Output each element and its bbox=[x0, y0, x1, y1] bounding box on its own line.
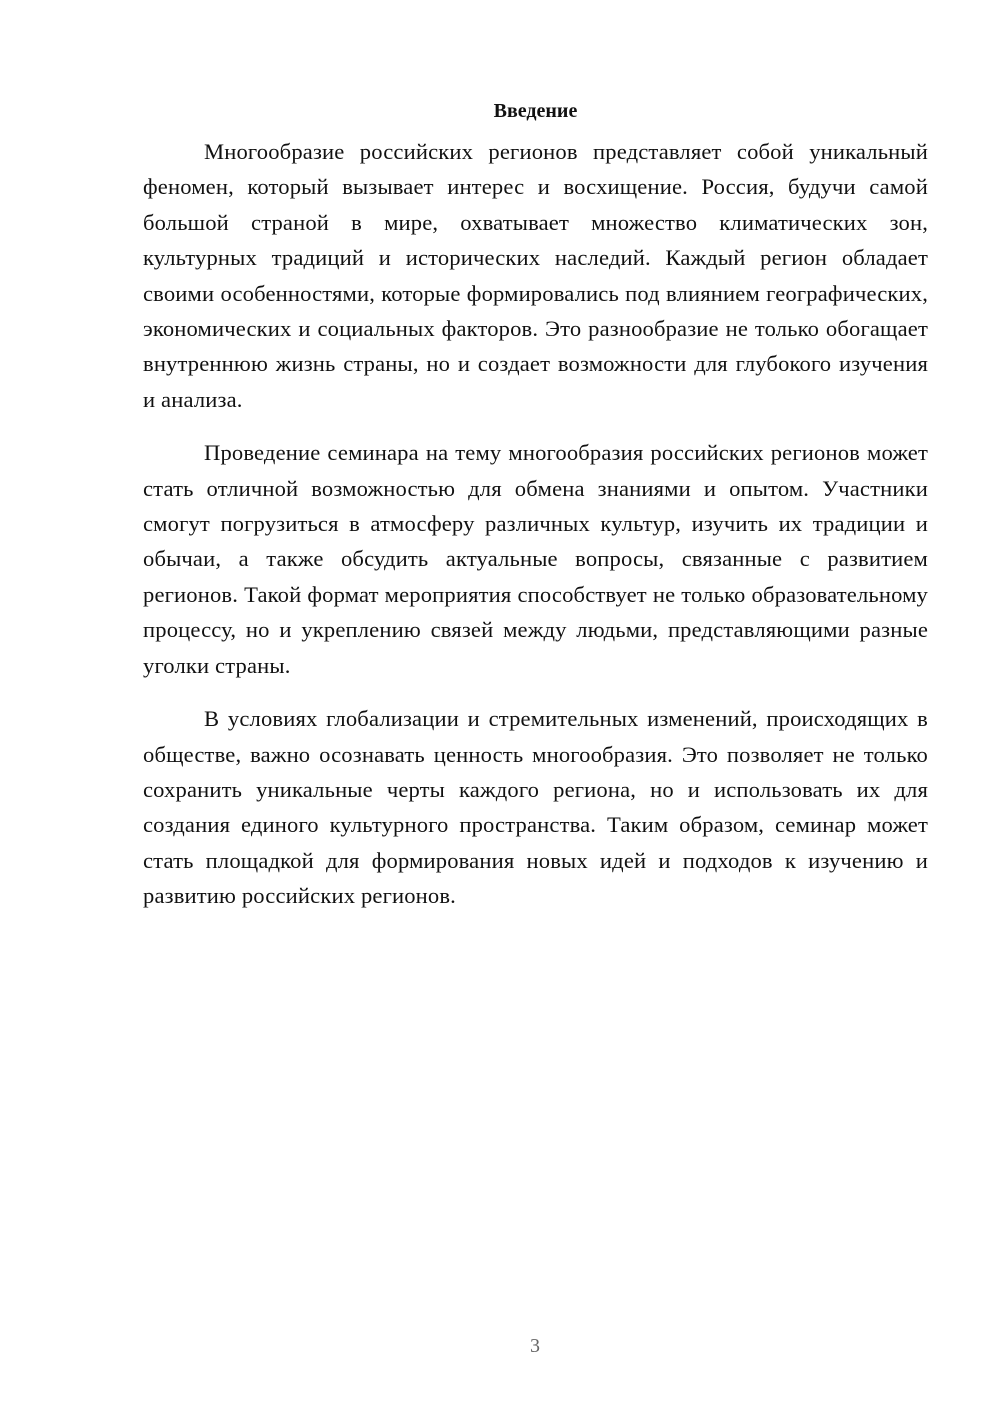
page-number: 3 bbox=[530, 1335, 540, 1357]
document-body bbox=[143, 98, 928, 914]
section-title: Введение bbox=[493, 100, 578, 122]
paragraph-2: Проведение семинара на тему многообразия российских регионов может стать отличной возможностью для обмена знаниями и опытом. Участники смогут погрузиться в атмосферу различных культур, изучить их традиции и обычаи, а также обсудить актуальные вопросы, связанные с развитием регионов. Такой формат мероприятия способствует не только образовательному процессу, но и укреплению связей между людьми, представляющими разные уголки страны. bbox=[143, 440, 928, 678]
paragraph-1: Многообразие российских регионов представляет собой уникальный феномен, который вызывает интерес и восхищение. Россия, будучи самой большой страной в мире, охватывает множество климатических зон, культурных традиций и исторических наследий. Каждый регион обладает своими особенностями, которые формировались под влиянием географических, экономических и социальных факторов. Это разнообразие не только обогащает внутреннюю жизнь страны, но и создает возможности для глубокого изучения и анализа. bbox=[143, 139, 928, 412]
paragraph-3: В условиях глобализации и стремительных изменений, происходящих в обществе, важно осознавать ценность многообразия. Это позволяет не только сохранить уникальные черты каждого региона, но и использовать их для создания единого культурного пространства. Таким образом, семинар может стать площадкой для формирования новых идей и подходов к изучению и развитию российских регионов. bbox=[143, 706, 928, 909]
